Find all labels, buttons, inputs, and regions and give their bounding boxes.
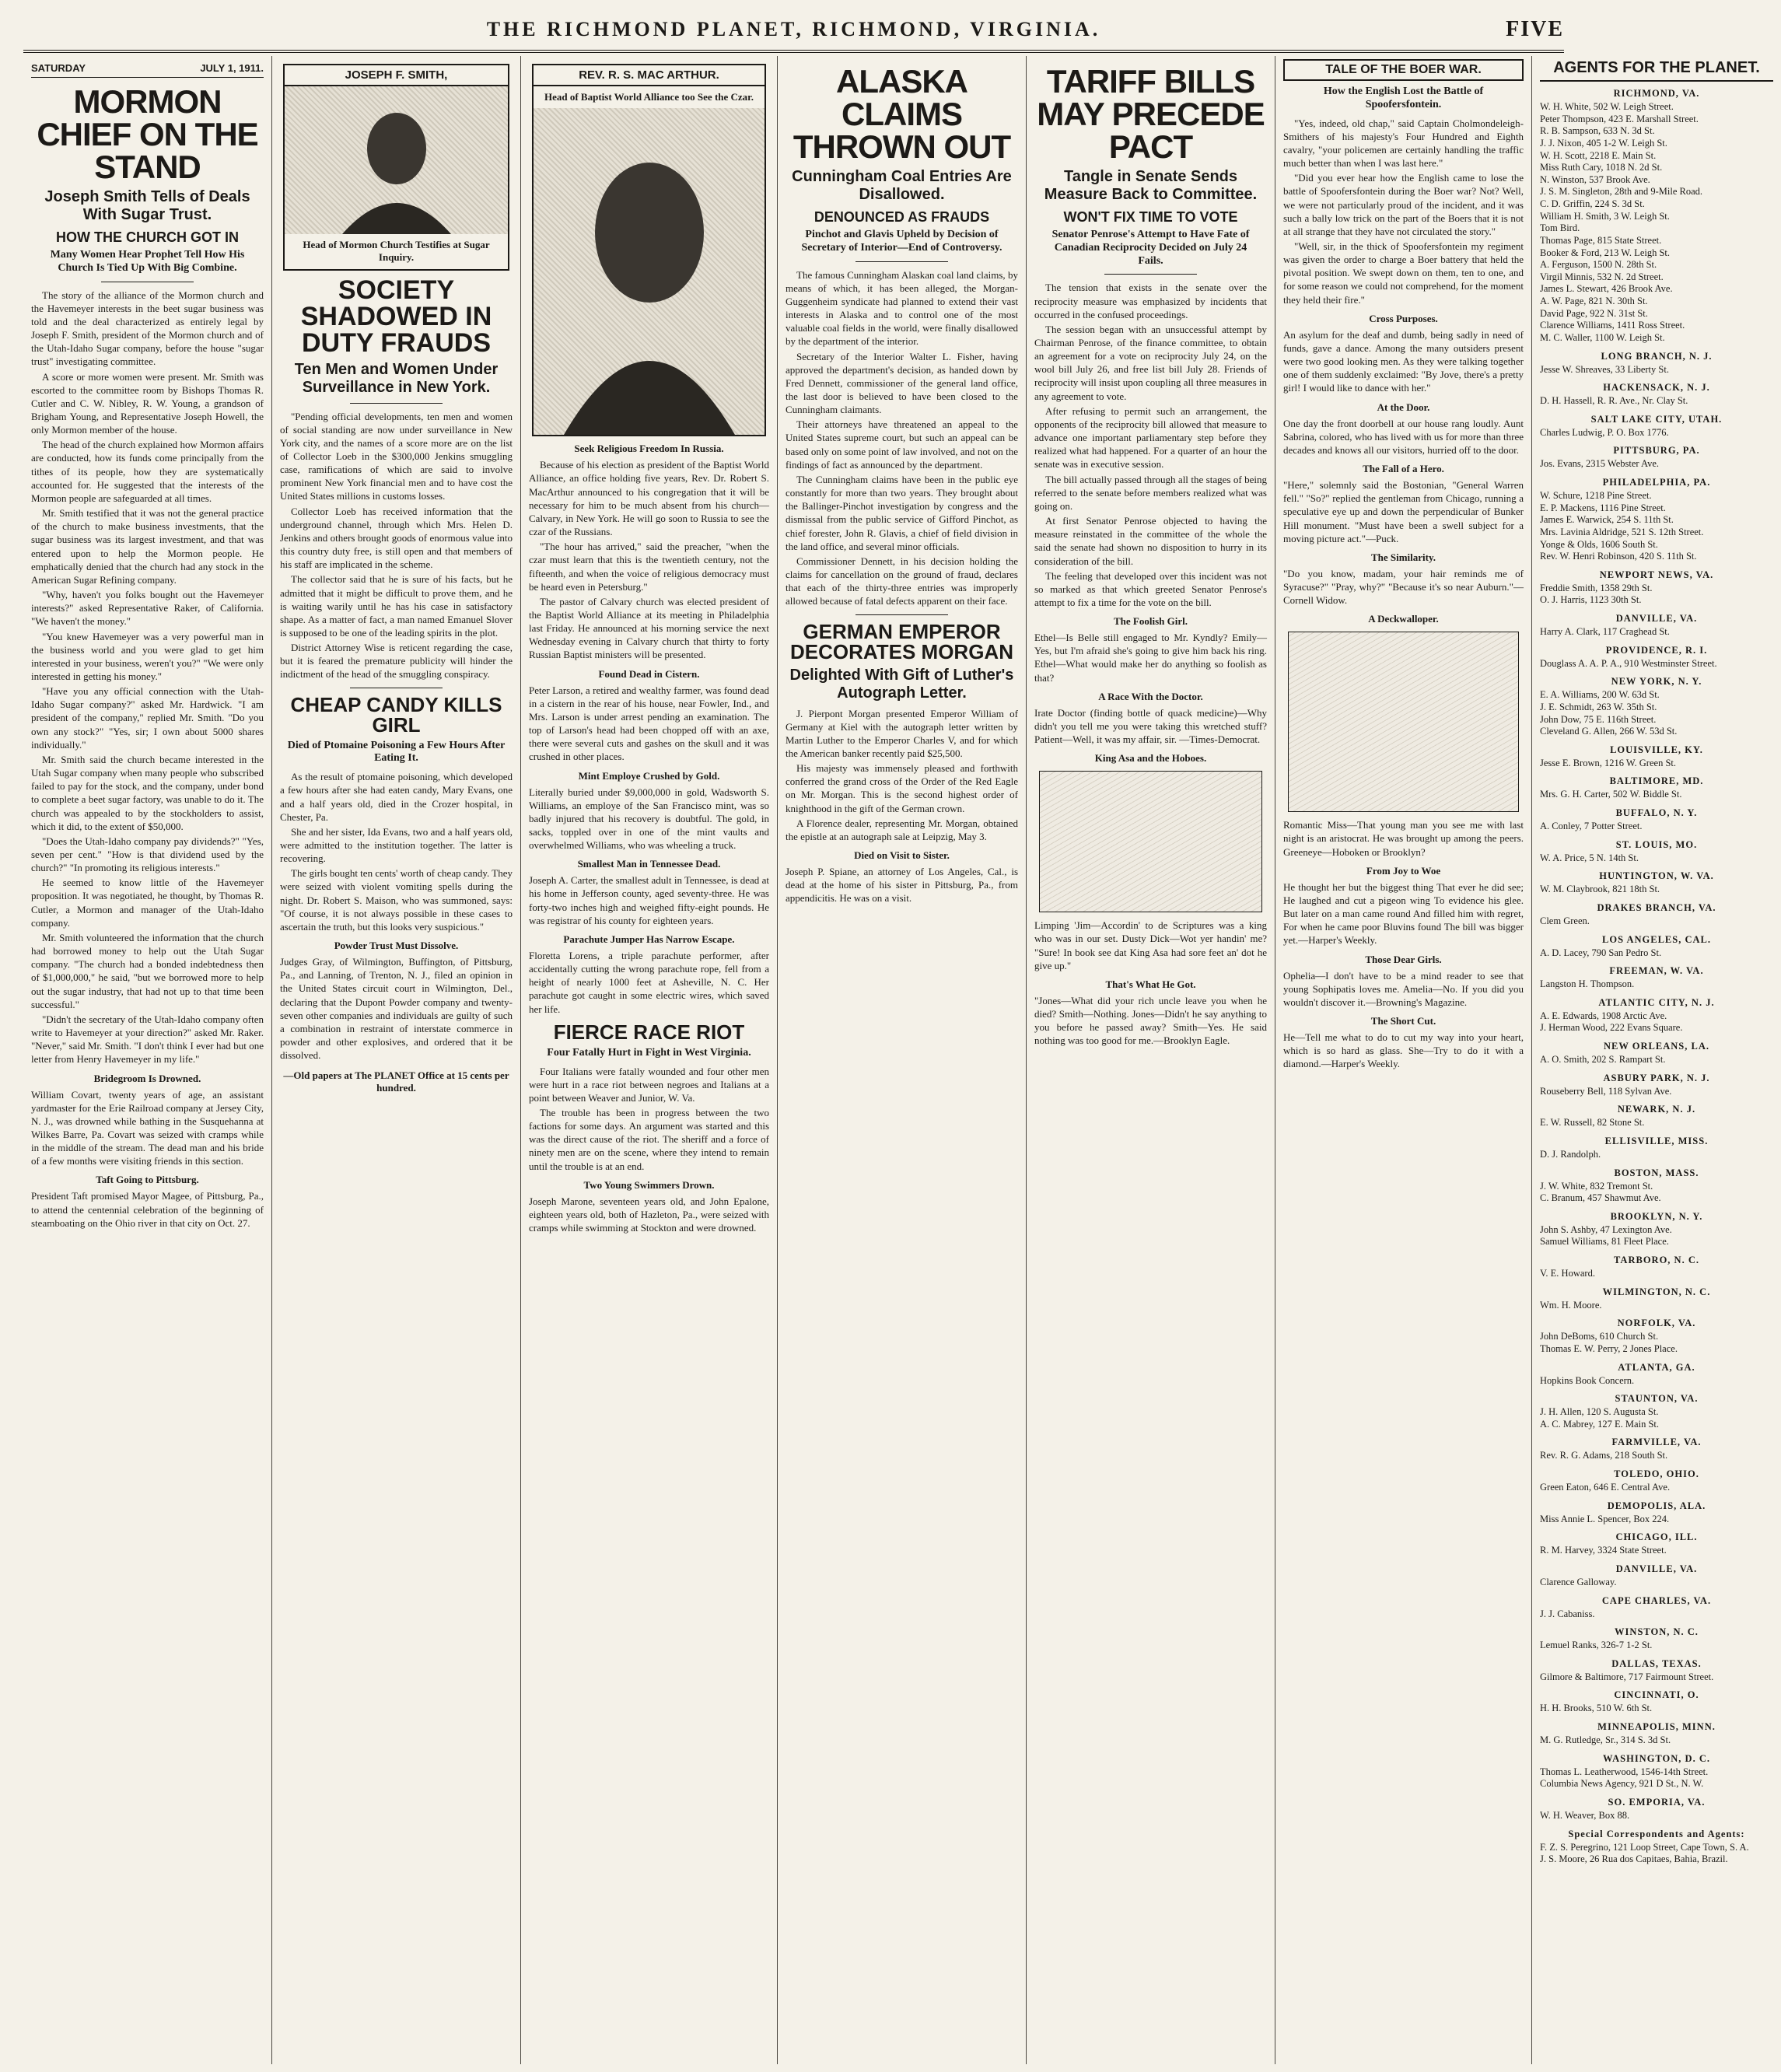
- paragraph: The famous Cunningham Alaskan coal land claims, by means of which, it has been alleged, the Morgan-Guggenheim syndicate had planned to extend their vast interests in Alaska and to control one of the most valuable coal fields in the world, were finally disallowed by the department of the interior.: [786, 268, 1018, 348]
- special-correspondent-entry: F. Z. S. Peregrino, 121 Loop Street, Cape Town, S. A.: [1540, 1841, 1749, 1853]
- paragraph: He seemed to know little of the Havemeyer proposition. It was negotiated, he thought, by Thomas R. Cutler, a Mormon and manager of the Utah-Idaho company.: [31, 877, 264, 929]
- paragraph: "Have you any official connection with the Utah-Idaho Sugar company?" asked Mr. Hardwick. "I am president of the company," replied Mr. Smith. "Do you own any stock?" "Yes, sir; I own about 5000 shares individually.": [31, 685, 264, 751]
- brief-title: Two Young Swimmers Drown.: [583, 1178, 715, 1191]
- agent-entry: A. W. Page, 821 N. 30th St.: [1540, 296, 1648, 306]
- agent-entry: W. M. Claybrook, 821 18th St.: [1540, 884, 1660, 895]
- cartoon-title: A Deckwalloper.: [1368, 613, 1439, 625]
- agent-city: HUNTINGTON, W. VA.: [1599, 870, 1714, 882]
- photo-description: Head of Mormon Church Testifies at Sugar Inquiry.: [303, 239, 490, 264]
- agent-city: PROVIDENCE, R. I.: [1605, 644, 1708, 656]
- joke-title: A Race With the Doctor.: [1098, 690, 1203, 702]
- date: JULY 1, 1911.: [200, 62, 264, 74]
- agent-city: DANVILLE, VA.: [1615, 613, 1698, 624]
- agent-entry: H. H. Brooks, 510 W. 6th St.: [1540, 1703, 1653, 1714]
- paragraph: His majesty was immensely pleased and forthwith conferred the grand cross of the Order of the Red Eagle on Mr. Morgan. This is the second highest order of knighthood in the gift of the German crown.: [786, 762, 1018, 814]
- agent-entry: Clem Green.: [1540, 915, 1590, 926]
- dek-alaska: Pinchot and Glavis Upheld by Decision of Secretary of Interior—End of Controversy.: [801, 229, 1002, 254]
- agent-entry: C. D. Griffin, 224 S. 3d St.: [1540, 198, 1645, 209]
- agent-city: LOUISVILLE, KY.: [1610, 744, 1703, 755]
- paragraph: "Yes, indeed, old chap," said Captain Cholmondeleigh-Smithers of his majesty's Four Hundred and Eighth cavalry, "your policemen are certainly handling the traffic much better than when I was last here.": [1283, 117, 1524, 170]
- agent-entry: D. J. Randolph.: [1540, 1148, 1601, 1160]
- agent-entry: Cleveland G. Allen, 266 W. 53d St.: [1540, 726, 1678, 737]
- agent-city: ATLANTA, GA.: [1618, 1361, 1695, 1373]
- portrait-silhouette-icon: [327, 94, 467, 234]
- agent-entry: Clarence Williams, 1411 Ross Street.: [1540, 320, 1685, 331]
- agent-entry: Lemuel Ranks, 326-7 1-2 St.: [1540, 1640, 1653, 1651]
- brief-text: Joseph Marone, seventeen years old, and John Epalone, eighteen years old, both of Hazleton, Pa., were seized with cramps while swimming at Stockton and were drowned.: [529, 1195, 769, 1234]
- brief-text: He—Tell me what to do to cut my way into your heart, which is so hard as glass. She—Try to do it with a diamond.—Harper's Weekly.: [1283, 1031, 1524, 1070]
- agent-entry: Peter Thompson, 423 E. Marshall Street.: [1540, 113, 1699, 124]
- agent-entry: John Dow, 75 E. 116th Street.: [1540, 713, 1657, 725]
- masthead: [23, 9, 1564, 53]
- paragraph: "Didn't the secretary of the Utah-Idaho company often write to Havemeyer at your direction?" asked Mr. Raker. "Never," said Mr. Smith. "I don't think I ever had but one letter from Henry Havemeyer in my life.": [31, 1013, 264, 1066]
- brief-text: Floretta Lorens, a triple parachute performer, after accidentally cutting the wrong parachute rope, fell from a height of nearly 1000 feet at Asheville, N. C. Her parachute got caught in some electric wires, which saved her life.: [529, 949, 769, 1015]
- paragraph: After refusing to permit such an arrangement, the opponents of the reciprocity bill allowed that measure to advance one important parliamentary step before they realized what had happened. For a quarter of an hour the senate was in executive session.: [1034, 404, 1267, 471]
- agent-city: WASHINGTON, D. C.: [1603, 1752, 1710, 1764]
- subhead-sugar-trust: Joseph Smith Tells of Deals With Sugar Trust.: [44, 188, 250, 223]
- paragraph: Commissioner Dennett, in his decision holding the claims for cancellation on the ground of fraud, declares that each of the thirty-three entries was improperly allowed because of fatal defects apparent on their face.: [786, 555, 1018, 607]
- brief-text: One day the front doorbell at our house rang loudly. Aunt Sabrina, colored, who has lived with us for more than three decades and knows all our visitors, hurried off to the door.: [1283, 417, 1524, 456]
- agent-entry: William H. Smith, 3 W. Leigh St.: [1540, 210, 1670, 222]
- agent-city: BROOKLYN, N. Y.: [1610, 1210, 1703, 1222]
- agent-entry: Jesse W. Shreaves, 33 Liberty St.: [1540, 363, 1669, 375]
- article-tariff: [1034, 281, 1267, 609]
- photo-caption: REV. R. S. MAC ARTHUR.: [534, 65, 765, 86]
- brief-text: Judges Gray, of Wilmington, Buffington, of Pittsburg, Pa., and Lanning, of Trenton, N. J., filed an opinion in the United States circuit court in Wilmington, Del., declaring that the Dupont Powder company and twenty-seven other companies and individuals are guilty of such a combination in restraint of interstate commerce in powder and other explosives, and ordered that it be dissolved.: [280, 956, 513, 1062]
- agent-entry: W. H. White, 502 W. Leigh Street.: [1540, 101, 1674, 112]
- agent-entry: Wm. H. Moore.: [1540, 1299, 1602, 1311]
- paragraph: J. Pierpont Morgan presented Emperor William of Germany at Kiel with the autograph letter written by Martin Luther to the Emperor Charles V, and for which the American banker recently paid $25,500.: [786, 707, 1018, 759]
- article-morgan: [786, 707, 1018, 844]
- paragraph: Mr. Smith testified that it was not the general practice of the church to make business investments, that the sugar business was its largest investment, and that was entered upon to help the Mormon people. He emphatically denied that the church had any stock in the American Sugar Refining company.: [31, 507, 264, 586]
- agent-city: WINSTON, N. C.: [1615, 1626, 1699, 1638]
- photo-joseph-smith: [283, 64, 509, 271]
- headline-society: SOCIETY SHADOWED IN DUTY FRAUDS: [300, 275, 492, 358]
- paragraph: The trouble has been in progress between the two factions for some days. An argument was started and this was the direct cause of the riot. The sheriff and a force of ninety men are on the scene, where they intend to remain until the trouble is at an end.: [529, 1106, 769, 1172]
- brief-title: The Fall of a Hero.: [1363, 463, 1444, 475]
- photo-caption: JOSEPH F. SMITH,: [285, 65, 508, 86]
- agent-entry: J. Herman Wood, 222 Evans Square.: [1540, 1022, 1683, 1034]
- agent-entry: A. Conley, 7 Potter Street.: [1540, 821, 1643, 831]
- paragraph: "Did you ever hear how the English came to lose the battle of Spoofersfontein during the Boer war? Not? Well, we were not particularly proud of the incident, and it was such a bally low trick on the part of the Boers that it is not at all strange that they have not circulated the story.": [1283, 172, 1524, 237]
- dek-race-riot: Four Fatally Hurt in Fight in West Virginia.: [547, 1046, 751, 1059]
- agent-entry: W. H. Scott, 2218 E. Main St.: [1540, 149, 1657, 161]
- agent-city: NEW YORK, N. Y.: [1611, 676, 1702, 688]
- agent-entry: J. E. Schmidt, 263 W. 35th St.: [1540, 701, 1657, 712]
- paragraph: A score or more women were present. Mr. Smith was escorted to the committee room by Bishops Thomas R. Cutler and C. W. Nibley, R. W. Young, a grandson of Brigham Young, and Representative Joseph Howell, the only Mormon member of the house.: [31, 370, 264, 436]
- agent-city: LONG BRANCH, N. J.: [1601, 350, 1713, 362]
- brief-text: Joseph A. Carter, the smallest adult in Tennessee, is dead at his home in Jefferson county, aged seventy-three. He was forty-two inches high and weighed fifty-eight pounds. He was registrar of his county for eighteen years.: [529, 874, 769, 926]
- brief-title: At the Door.: [1377, 401, 1430, 413]
- agent-entry: Thomas L. Leatherwood, 1546-14th Street.: [1540, 1766, 1709, 1777]
- brief-text: Ophelia—I don't have to be a mind reader to see that young Sophipatis loves me. Amelia—No. If you did you wouldn't discover it.—Browning's Magazine.: [1283, 969, 1524, 1008]
- headline-alaska: ALASKA CLAIMS THROWN OUT: [793, 63, 1011, 165]
- agent-city: PITTSBURG, PA.: [1613, 445, 1700, 457]
- agent-entry: Charles Ludwig, P. O. Box 1776.: [1540, 426, 1669, 438]
- masthead-title: THE RICHMOND PLANET, RICHMOND, VIRGINIA.: [486, 18, 1101, 40]
- agent-entry: Columbia News Agency, 921 D St., N. W.: [1540, 1778, 1704, 1790]
- agent-city: DANVILLE, VA.: [1615, 1563, 1698, 1574]
- agent-entry: James L. Stewart, 426 Brook Ave.: [1540, 283, 1673, 295]
- article-boer: [1283, 117, 1524, 306]
- agent-entry: John DeBoms, 610 Church St.: [1540, 1331, 1659, 1342]
- article-alaska: [786, 268, 1018, 608]
- paragraph: The bill actually passed through all the stages of being referred to the senate before members realized what was going on.: [1034, 473, 1267, 512]
- agent-entry: Rev. R. G. Adams, 218 South St.: [1540, 1450, 1668, 1461]
- joke-text: Ethel—Is Belle still engaged to Mr. Kyndly? Emily—Yes, but I'm afraid she's going to give him back his ring. Ethel—What would make her do anything so foolish as that?: [1034, 632, 1267, 684]
- agent-entry: Hopkins Book Concern.: [1540, 1374, 1635, 1386]
- agent-city: CHICAGO, ILL.: [1615, 1531, 1698, 1543]
- old-papers-notice: —Old papers at The PLANET Office at 15 cents per hundred.: [283, 1069, 509, 1094]
- cartoon-title: King Asa and the Hoboes.: [1094, 752, 1207, 765]
- joke-text: "Jones—What did your rich uncle leave you when he died? Smith—Nothing. Jones—Didn't he say anything to you before he passed away? Smith—Yes. He said nothing was too good for me.—Brooklyn Eagle.: [1034, 994, 1267, 1047]
- agent-entry: Virgil Minnis, 532 N. 2d Street.: [1540, 271, 1664, 282]
- paragraph: District Attorney Wise is reticent regarding the case, but it is feared the premature publicity will hinder the indictment of the head of the smuggling conspiracy.: [280, 642, 513, 681]
- cartoon-caption: Romantic Miss—That young man you see me with last night is an aristocrat. He was brought up among the peers. Greeneye—Hoboken or Brooklyn?: [1283, 819, 1524, 858]
- brief-title: Bridegroom Is Drowned.: [93, 1072, 201, 1084]
- agent-entry: J. W. White, 832 Tremont St.: [1540, 1180, 1653, 1192]
- agent-city: CAPE CHARLES, VA.: [1601, 1594, 1712, 1606]
- agent-city: BALTIMORE, MD.: [1609, 775, 1704, 787]
- agent-entry: W. Schure, 1218 Pine Street.: [1540, 490, 1652, 501]
- brief-title: Smallest Man in Tennessee Dead.: [577, 858, 721, 870]
- agent-city: DRAKES BRANCH, VA.: [1597, 901, 1716, 913]
- dek-tariff: Senator Penrose's Attempt to Have Fate of Canadian Reciprocity Decided on July 24 Fails.: [1051, 229, 1250, 267]
- agent-city: CINCINNATI, O.: [1614, 1689, 1699, 1701]
- agent-city: TARBORO, N. C.: [1614, 1255, 1699, 1265]
- column-4: [778, 56, 1027, 2064]
- agent-entry: W. H. Weaver, Box 88.: [1540, 1809, 1630, 1821]
- column-2: [272, 56, 521, 2064]
- agent-entry: J. S. M. Singleton, 28th and 9-Mile Road.: [1540, 186, 1703, 198]
- agent-entry: Rouseberry Bell, 118 Sylvan Ave.: [1540, 1085, 1672, 1097]
- brief-title: Parachute Jumper Has Narrow Escape.: [563, 933, 735, 945]
- brief-text: William Covart, twenty years of age, an assistant yardmaster for the Erie Railroad company at Jersey City, N. J., was drowned while bathing in the Susquehanna at Wilkes Barre, Pa. Covart was seized with cramps while in the middle of the stream. The dead man and his bride of a few months were visiting friends in this section.: [31, 1088, 264, 1167]
- brief-title: Powder Trust Must Dissolve.: [334, 940, 459, 952]
- agent-entry: Jesse E. Brown, 1216 W. Green St.: [1540, 757, 1676, 768]
- brief-title: Cross Purposes.: [1369, 312, 1438, 324]
- brief-text: "Here," solemnly said the Bostonian, "General Warren fell." "So?" replied the gentleman from Chicago, running a speculative eye up and down the perpendicular of Bunker Hill monument. "Must have been a swell subject for a moving picture act."—Puck.: [1283, 479, 1524, 544]
- joke-title: That's What He Got.: [1105, 978, 1196, 990]
- portrait-image: [285, 86, 508, 234]
- agent-entry: D. H. Hassell, R. R. Ave., Nr. Clay St.: [1540, 395, 1688, 407]
- paragraph: She and her sister, Ida Evans, two and a half years old, were admitted to the institution together. The latter is recovering.: [280, 825, 513, 865]
- paragraph: Because of his election as president of the Baptist World Alliance, an office holding five years, Rev. Dr. Robert S. MacArthur announced to his congregation that it will be necessary for him to be much absent from his church—Calvary, in New York. He will go soon to Russia to see the czar of the Russians.: [529, 459, 769, 538]
- paragraph: Mr. Smith said the church became interested in the Utah Sugar company when many people who subscribed failed to pay for the stock, and the company, under bond to complete a beet sugar factory, was unable to do it. The church was appealed to by the stockholders to assist, which it did, to the extent of $50,000.: [31, 753, 264, 832]
- cartoon-hoboes-illustration: [1039, 771, 1262, 912]
- agent-entry: Tom Bird.: [1540, 222, 1580, 234]
- brief-title: Found Dead in Cistern.: [598, 667, 700, 680]
- joke-text: Irate Doctor (finding bottle of quack medicine)—Why didn't you tell me you were taking this wretched stuff? Patient—Well, it was my affair, sir. —Times-Democrat.: [1034, 706, 1267, 746]
- dek-mormon: Many Women Hear Prophet Tell How His Church Is Tied Up With Big Combine.: [50, 249, 245, 274]
- agent-city: STAUNTON, VA.: [1615, 1393, 1699, 1405]
- paragraph: As the result of ptomaine poisoning, which developed a few hours after she had eaten candy, Mary Evans, one and a half years old, died in the Crozer hospital, in Chester, Pa.: [280, 771, 513, 823]
- agent-entry: Mrs. G. H. Carter, 502 W. Biddle St.: [1540, 789, 1682, 800]
- paragraph: At first Senator Penrose objected to having the measure reinstated in the committee of the whole the said the senate had shown no disposition to hurry in its consideration of the bill.: [1034, 515, 1267, 567]
- agent-entry: Harry A. Clark, 117 Craghead St.: [1540, 626, 1670, 637]
- agent-entry: N. Winston, 537 Brook Ave.: [1540, 173, 1650, 185]
- agent-city: SO. EMPORIA, VA.: [1608, 1796, 1706, 1808]
- column-6: [1275, 56, 1532, 2064]
- paragraph: "Does the Utah-Idaho company pay dividends?" "Yes, seven per cent." "How is that dividend used by the church?" "In promoting its religious interests.": [31, 835, 264, 874]
- page-number: FIVE: [1506, 17, 1564, 41]
- poem-text: He thought her but the biggest thing That ever he did see; He laughed and cut a pigeon wing To evidence his glee. But later on a man came round And filled him with regret, For when he came poor Bluvins found The bill was bigger yet.—Harper's Weekly.: [1283, 880, 1524, 947]
- article-duty-frauds: [280, 410, 513, 681]
- special-correspondents-list: [1540, 1842, 1773, 1866]
- agent-entry: Douglass A. A. P. A., 910 Westminster Street.: [1540, 657, 1717, 669]
- dek-boer: How the English Lost the Battle of Spoofersfontein.: [1323, 86, 1484, 110]
- brief-title: The Similarity.: [1370, 551, 1436, 563]
- subhead-frauds: DENOUNCED AS FRAUDS: [814, 209, 990, 225]
- agent-entry: A. C. Mabrey, 127 E. Main St.: [1540, 1418, 1659, 1430]
- agent-city: ELLISVILLE, MISS.: [1604, 1135, 1709, 1146]
- paragraph: The tension that exists in the senate over the reciprocity measure was emphasized by incidents that occurred in the confused proceedings.: [1034, 282, 1267, 320]
- brief-title: Taft Going to Pittsburg.: [96, 1174, 199, 1186]
- cartoon-caption: Limping 'Jim—Accordin' to de Scriptures was a king who was in our set. Dusty Dick—Wot yer handin' me? "Sure! In book see dat King Asa had sore feet an' dot he give up.": [1034, 919, 1267, 971]
- paragraph: Mr. Smith volunteered the information that the church had borrowed money to help out the Utah Sugar company. "The church had a bonded indebtedness then of $1,000,000," he said, "but we borrowed more to help out the sugar industry, that had not up to that time been successful.": [31, 931, 264, 1010]
- column-5: [1027, 56, 1275, 2064]
- agent-entry: M. C. Waller, 1100 W. Leigh St.: [1540, 331, 1665, 343]
- agent-city: BUFFALO, N. Y.: [1615, 807, 1698, 818]
- agent-entry: David Page, 922 N. 31st St.: [1540, 307, 1648, 319]
- agent-entry: A. D. Lacey, 790 San Pedro St.: [1540, 947, 1662, 958]
- agent-entry: Green Eaton, 646 E. Central Ave.: [1540, 1482, 1671, 1493]
- joke-title: The Foolish Girl.: [1114, 615, 1188, 628]
- agent-entry: R. B. Sampson, 633 N. 3d St.: [1540, 125, 1655, 137]
- agent-city: HACKENSACK, N. J.: [1603, 382, 1710, 394]
- subhead-church: HOW THE CHURCH GOT IN: [56, 229, 239, 245]
- brief-title: Mint Employe Crushed by Gold.: [578, 769, 720, 782]
- headline-tariff: TARIFF BILLS MAY PRECEDE PACT: [1037, 63, 1265, 165]
- portrait-image: [534, 108, 765, 435]
- brief-text: Joseph P. Spiane, an attorney of Los Angeles, Cal., is dead at the home of his sister in Pittsburg, Pa., from appendicitis. He was on a visit.: [786, 866, 1018, 905]
- agent-entry: J. J. Nixon, 405 1-2 W. Leigh St.: [1540, 137, 1667, 149]
- agent-entry: Freddie Smith, 1358 29th St.: [1540, 582, 1653, 593]
- agent-city: RICHMOND, VA.: [1613, 88, 1700, 99]
- subhead-luther: Delighted With Gift of Luther's Autograph Letter.: [789, 666, 1014, 702]
- paragraph: Secretary of the Interior Walter L. Fisher, having approved the department's decision, as handed down by Fred Dennett, commissioner of the general land office, the last door is believed to have been closed to the Cunningham claimants.: [786, 350, 1018, 416]
- subhead-surveillance: Ten Men and Women Under Surveillance in New York.: [294, 360, 499, 396]
- agent-city: ST. LOUIS, MO.: [1615, 838, 1698, 850]
- paragraph: Their attorneys have threatened an appeal to the United States supreme court, but such an appeal can be based only on some point of law involved, and not on the findings of fact as announced by the department.: [786, 418, 1018, 471]
- article-macarthur: [529, 458, 769, 661]
- subhead-vote: WON'T FIX TIME TO VOTE: [1063, 209, 1238, 225]
- agent-entry: E. W. Russell, 82 Stone St.: [1540, 1117, 1645, 1129]
- agent-entry: V. E. Howard.: [1540, 1268, 1595, 1279]
- agent-entry: E. P. Mackens, 1116 Pine Street.: [1540, 502, 1666, 513]
- headline-candy: CHEAP CANDY KILLS GIRL: [290, 692, 502, 737]
- poem-title: From Joy to Woe: [1366, 864, 1441, 877]
- agent-city: SALT LAKE CITY, UTAH.: [1590, 413, 1723, 425]
- paragraph: "Well, sir, in the thick of Spoofersfontein my regiment was given the order to charge a Boer battery that held the pivotal position. We swept down on them, ten to one, and for some reason we could not comprehend, for the moment they held their fire.": [1283, 240, 1524, 306]
- paragraph: The girls bought ten cents' worth of cheap candy. They were seized with violent vomiting spells during the night. Dr. Robert S. Maison, who was summoned, says: "Of course, it is not always possible in these cases to ascertain the truth, but this looks very suspicious.": [280, 867, 513, 933]
- brief-text: "Do you know, madam, your hair reminds me of Syracuse?" "Pray, why?" "Because it's so near Auburn."—Cornell Widow.: [1283, 567, 1524, 607]
- agent-entry: E. A. Williams, 200 W. 63d St.: [1540, 689, 1660, 701]
- paragraph: "The hour has arrived," said the preacher, "when the czar must learn that this is the twentieth century, not the fifteenth, and when the voice of religious democracy must be heard even in Petersburg.": [529, 541, 769, 593]
- agent-entry: Miss Ruth Cary, 1018 N. 2d St.: [1540, 162, 1663, 173]
- agent-city: MINNEAPOLIS, MINN.: [1597, 1721, 1716, 1732]
- agent-city: BOSTON, MASS.: [1614, 1167, 1699, 1178]
- agent-entry: John S. Ashby, 47 Lexington Ave.: [1540, 1223, 1672, 1235]
- paragraph: A Florence dealer, representing Mr. Morgan, obtained the epistle at an autograph sale at Leipzig, May 3.: [786, 817, 1018, 842]
- agent-entry: Miss Annie L. Spencer, Box 224.: [1540, 1513, 1670, 1524]
- headline-german-emperor: GERMAN EMPEROR DECORATES MORGAN: [790, 619, 1013, 663]
- agent-entry: J. J. Cabaniss.: [1540, 1608, 1595, 1619]
- agent-city: FARMVILLE, VA.: [1611, 1437, 1702, 1448]
- paragraph: The collector said that he is sure of his facts, but he admitted that it might be difficult to prove them, and he is waiting warily until he has his case in satisfactory shape. As a matter of fact, a man named Emanuel Slover is supposed to be one of the leading spirits in the plot.: [280, 573, 513, 639]
- brief-title: Those Dear Girls.: [1365, 953, 1442, 965]
- agent-entry: Thomas Page, 815 State Street.: [1540, 234, 1662, 246]
- column-3: [521, 56, 778, 2064]
- paragraph: The session began with an unsuccessful attempt by Chairman Penrose, of the finance committee, to obtain an agreement for a vote on reciprocity July 24, on the wool bill July 26, and free list bill July 28. Friends of reciprocity will insist upon coupling all three measures in any agreement to vote.: [1034, 323, 1267, 402]
- paragraph: Collector Loeb has received information that the underground channel, through which Mrs. Helen D. Jenkins and others brought goods of enormous value into this country duty free, is still open and that members of his staff are implicated in the scheme.: [280, 505, 513, 571]
- agent-city: PHILADELPHIA, PA.: [1602, 477, 1711, 488]
- brief-title: The Short Cut.: [1370, 1015, 1436, 1027]
- headline-race-riot: FIERCE RACE RIOT: [553, 1020, 745, 1044]
- paragraph: "Pending official developments, ten men and women of social standing are now under surveillance in New York city, and the names of a score more are on the list of Collector Loeb in the $300,000 Jenkins smuggling case, ramifications of which are said to involve prominent New York financial men and to have cost the United States millions in customs losses.: [280, 410, 513, 502]
- article-mormon: [31, 289, 264, 1066]
- paragraph: The pastor of Calvary church was elected president of the Baptist World Alliance at its meeting in Philadelphia last Friday. He announced at his morning service the next Wednesday evening in Calvary church that thirty to forty Russian Baptist ministers will be presented.: [529, 595, 769, 661]
- paragraph: The head of the church explained how Mormon affairs are conducted, how its funds come principally from the tithes of its people, how they are systematically accounted for. He suggested that the interests of the Mormon people are safeguarded at all times.: [31, 439, 264, 504]
- agent-entry: Gilmore & Baltimore, 717 Fairmount Street.: [1540, 1671, 1714, 1682]
- agent-entry: O. J. Harris, 1123 30th St.: [1540, 594, 1642, 606]
- agent-entry: A. Ferguson, 1500 N. 28th St.: [1540, 259, 1657, 271]
- headline-boer-war: TALE OF THE BOER WAR.: [1283, 59, 1524, 81]
- agent-entry: Yonge & Olds, 1606 South St.: [1540, 538, 1658, 550]
- agent-entry: C. Branum, 457 Shawmut Ave.: [1540, 1192, 1661, 1204]
- article-candy: [280, 770, 513, 933]
- brief-text: Literally buried under $9,000,000 in gold, Wadsworth S. Williams, an employe of the San Francisco mint, was so badly injured that his recovery is doubtful. The gold, in sacks, toppled over in one of the mint vaults and overwhelmed Williams, who was wheeling a truck.: [529, 786, 769, 852]
- agent-entry: A. O. Smith, 202 S. Rampart St.: [1540, 1054, 1666, 1065]
- agent-entry: W. A. Price, 5 N. 14th St.: [1540, 852, 1639, 863]
- portrait-silhouette-icon: [548, 124, 751, 435]
- column-7: [1532, 56, 1781, 2064]
- agent-entry: Jos. Evans, 2315 Webster Ave.: [1540, 458, 1660, 470]
- date-day: SATURDAY: [31, 62, 86, 74]
- agent-city: DALLAS, TEXAS.: [1611, 1657, 1702, 1669]
- special-correspondent-entry: J. S. Moore, 26 Rua dos Capitaes, Bahia, Brazil.: [1540, 1853, 1728, 1865]
- brief-text: An asylum for the deaf and dumb, being sadly in need of funds, gave a dance. Among the many outsiders present were two good looking men. As they were talking together one of them suddenly exclaimed: "By Jove, there's a pretty girl! I would like to dance with her.": [1283, 328, 1524, 394]
- brief-text: President Taft promised Mayor Magee, of Pittsburg, Pa., to attend the centennial celebration of the beginning of steamboating on the Ohio river in that city on Oct. 27.: [31, 1190, 264, 1229]
- brief-title: Died on Visit to Sister.: [854, 849, 950, 862]
- agent-entry: Clarence Galloway.: [1540, 1576, 1617, 1587]
- agent-entry: R. M. Harvey, 3324 State Street.: [1540, 1545, 1667, 1556]
- paragraph: "You knew Havemeyer was a very powerful man in the business world and you were glad to get him interested in your business, weren't you?" "We were only interested in getting his money.": [31, 630, 264, 682]
- agent-city: LOS ANGELES, CAL.: [1602, 933, 1711, 945]
- dateline: [31, 59, 264, 78]
- headline-mormon: MORMON CHIEF ON THE STAND: [37, 83, 258, 185]
- photo-macarthur: [532, 64, 766, 436]
- agent-city: ATLANTIC CITY, N. J.: [1598, 996, 1715, 1008]
- agent-entry: A. E. Edwards, 1908 Arctic Ave.: [1540, 1010, 1667, 1021]
- paragraph: Four Italians were fatally wounded and four other men were hurt in a race riot between negroes and Italians at a point between Weaver and Junior, W. Va.: [529, 1065, 769, 1104]
- agent-city: NEW ORLEANS, LA.: [1604, 1041, 1709, 1052]
- agent-city: DEMOPOLIS, ALA.: [1607, 1500, 1706, 1511]
- dek-candy: Died of Ptomaine Poisoning a Few Hours After Eating It.: [287, 739, 506, 765]
- agent-city: TOLEDO, OHIO.: [1614, 1468, 1699, 1479]
- agent-entry: Mrs. Lavinia Aldridge, 521 S. 12th Street.: [1540, 526, 1704, 537]
- agent-entry: Rev. W. Henri Robinson, 420 S. 11th St.: [1540, 551, 1697, 562]
- subhead-cunningham: Cunningham Coal Entries Are Disallowed.: [792, 168, 1012, 203]
- agent-entry: Thomas E. W. Perry, 2 Jones Place.: [1540, 1342, 1678, 1354]
- agents-title: AGENTS FOR THE PLANET.: [1540, 59, 1773, 82]
- subhead-tangle: Tangle in Senate Sends Measure Back to Committee.: [1044, 168, 1258, 203]
- columns: [23, 56, 1760, 2064]
- paragraph: The Cunningham claims have been in the public eye constantly for more than two years. They brought about the Ballinger-Pinchot investigation by congress and the dismissal from the public service of Gifford Pinchot, as chief forester, John R. Glavis, a chief of field division in the land office, and several minor officials.: [786, 473, 1018, 552]
- column-1: [23, 56, 272, 2064]
- paragraph: The story of the alliance of the Mormon church and the Havemeyer interests in the beet sugar business was told and the deal characterized as entirely legal by Joseph F. Smith, president of the Mormon church and of the Utah-Idaho Sugar company, before the house "sugar trust" investigating committee.: [31, 289, 264, 368]
- agent-city: NEWPORT NEWS, VA.: [1599, 569, 1714, 580]
- agent-entry: M. G. Rutledge, Sr., 314 S. 3d St.: [1540, 1734, 1671, 1745]
- special-correspondents-title: Special Correspondents and Agents:: [1568, 1828, 1745, 1839]
- agent-entry: James E. Warwick, 254 S. 11th St.: [1540, 514, 1674, 526]
- brief-text: Peter Larson, a retired and wealthy farmer, was found dead in a cistern in the rear of his house, near Fowler, Ind., and Mrs. Larson is under arrest pending an examination. The top of Larson's head had been chopped off with an axe, there were several cuts and gashes on the skull and it was crushed in other places.: [529, 684, 769, 763]
- agent-city: WILMINGTON, N. C.: [1602, 1286, 1711, 1297]
- agent-city: NORFOLK, VA.: [1617, 1318, 1696, 1329]
- cartoon-deckwalloper-illustration: [1288, 632, 1519, 812]
- headline-religious-freedom: Seek Religious Freedom In Russia.: [574, 443, 724, 455]
- agent-entry: J. H. Allen, 120 S. Augusta St.: [1540, 1406, 1659, 1418]
- agent-entry: Langston H. Thompson.: [1540, 978, 1635, 990]
- agent-city: FREEMAN, W. VA.: [1609, 965, 1704, 977]
- agent-city: ASBURY PARK, N. J.: [1603, 1072, 1710, 1083]
- agent-city: NEWARK, N. J.: [1617, 1104, 1696, 1115]
- photo-description: Head of Baptist World Alliance too See the Czar.: [544, 91, 754, 103]
- paragraph: The feeling that developed over this incident was not so marked as that which greeted Senator Penrose's attempt to fix a time for the vote on the bill.: [1034, 569, 1267, 608]
- paragraph: "Why, haven't you folks bought out the Havemeyer interests?" asked Representative Raker, of California. "We haven't the money.": [31, 589, 264, 628]
- article-race-riot: [529, 1065, 769, 1173]
- agent-entry: Samuel Williams, 81 Fleet Place.: [1540, 1236, 1669, 1248]
- agents-list: [1540, 88, 1773, 1822]
- agent-entry: Booker & Ford, 213 W. Leigh St.: [1540, 247, 1671, 258]
